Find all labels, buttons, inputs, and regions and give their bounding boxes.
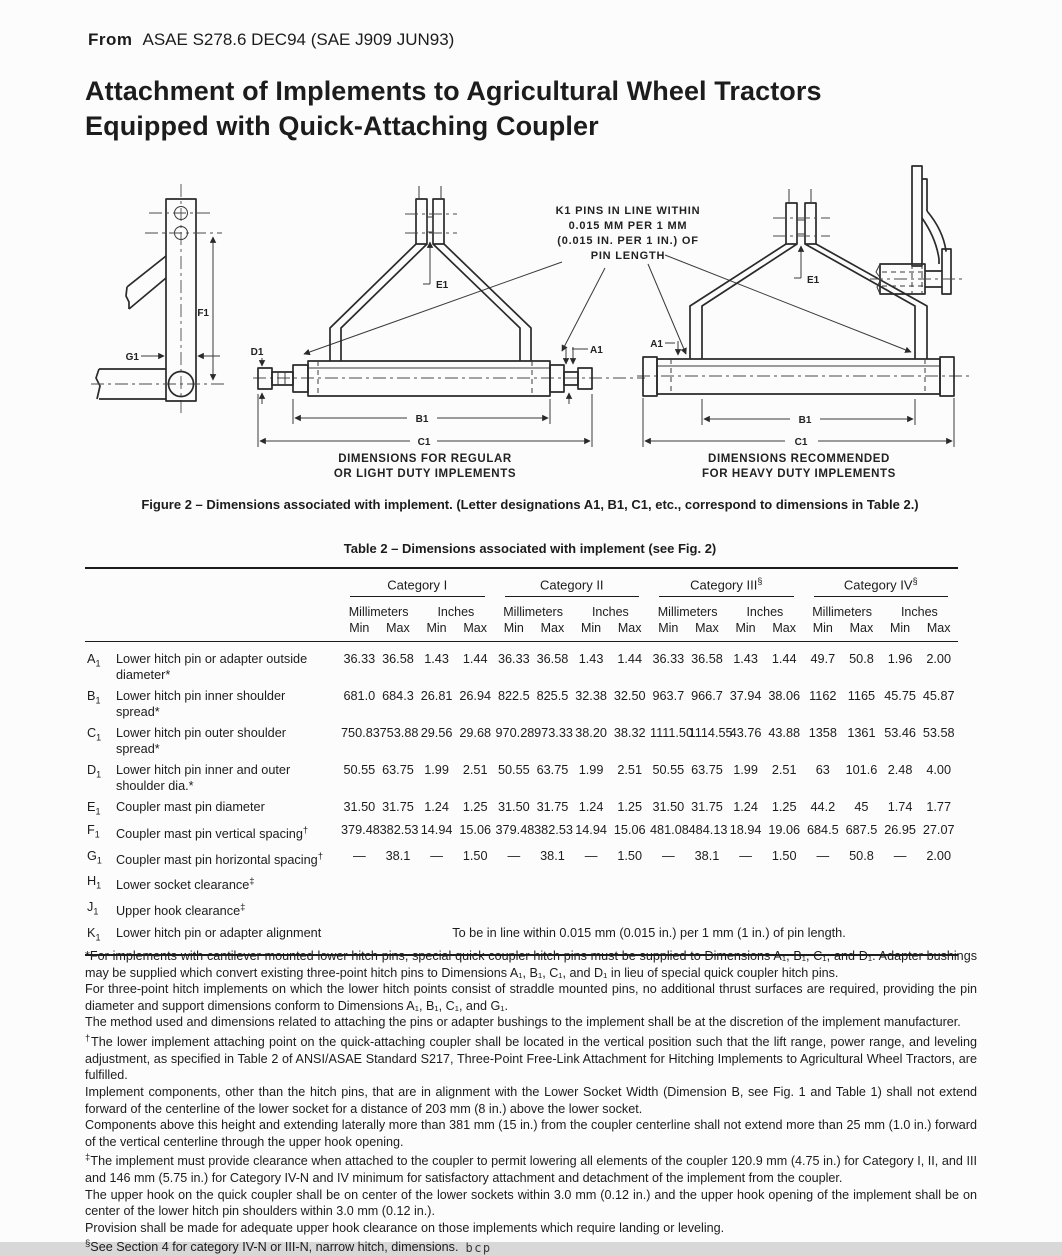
k1-note-line1: K1 PINS IN LINE WITHIN (555, 205, 701, 217)
cell-empty (340, 869, 958, 895)
cell: 53.58 (922, 726, 955, 741)
cell: 382.53 (379, 822, 419, 837)
source-standard: ASAE S278.6 DEC94 (SAE J909 JUN93) (142, 30, 455, 49)
table-row-c1 (85, 721, 958, 758)
cell: 49.7 (810, 652, 836, 667)
source-from: From (88, 30, 133, 49)
cell: 18.94 (729, 822, 762, 837)
units-header-row (85, 598, 958, 620)
k1-note-line3: (0.015 IN. PER 1 IN.) OF (557, 235, 699, 247)
cell: — (893, 848, 907, 863)
row-label: Coupler mast pin vertical spacing† (116, 824, 309, 842)
k1-note-line2: 0.015 MM PER 1 MM (568, 220, 688, 232)
footnote-double-dagger: ‡The implement must provide clearance when attached to the coupler to permit lowering all elements of the coupler 120.9 mm (4.75 in.) for Category I, II, and III and 146 mm (5.75 in.) for Category IV-N and IV minimum for satisfactory attachment and detachment of the implement from the coupler. (85, 1152, 978, 1186)
unit-mm: Millimeters (348, 605, 409, 620)
cell: 1.43 (733, 652, 758, 667)
cell: 38.1 (385, 848, 411, 863)
cell: 50.55 (652, 763, 685, 778)
cell: 45 (854, 800, 869, 815)
row-symbol: $H_1$ (87, 874, 102, 891)
label-c1-right: C1 (794, 437, 808, 448)
category-2-header: Category II (495, 568, 650, 598)
cell: 29.68 (459, 726, 492, 741)
cell: 36.58 (382, 652, 414, 667)
cell: 1.99 (733, 763, 758, 778)
min-header: Min (726, 620, 765, 642)
cell: 1.74 (887, 800, 913, 815)
cell: 36.33 (497, 652, 530, 667)
row-label: Upper hook clearance‡ (116, 902, 246, 919)
cell: 29.56 (420, 726, 453, 741)
cell: 50.8 (849, 652, 874, 667)
row-symbol: $B_1$ (87, 689, 101, 706)
cell: 1358 (808, 726, 837, 741)
table-row-a1 (85, 642, 958, 685)
cell: 1.99 (578, 763, 604, 778)
cell: 36.33 (343, 652, 376, 667)
cell-empty (340, 895, 958, 921)
cell: 484.13 (688, 822, 728, 837)
row-label: Coupler mast pin horizontal spacing† (116, 850, 323, 867)
cell: 1.44 (462, 652, 488, 667)
footnote: The upper hook on the quick coupler shall be on center of the lower sockets within 3.0 mm (0.12 in.) and the upper hook opening of the implement shall be on center of the lower hitch pin shoulders within 3.0 mm (0.12 in.). (85, 1187, 977, 1219)
cell: 4.00 (926, 763, 952, 778)
cell: 750.83 (341, 726, 380, 741)
cell: 684.3 (382, 689, 414, 704)
row-label: Lower socket clearance‡ (116, 876, 255, 893)
unit-in: Inches (900, 605, 938, 620)
unit-in: Inches (746, 605, 784, 620)
title-line-2: Equipped with Quick-Attaching Coupler (85, 111, 599, 141)
cell: — (430, 848, 443, 863)
cell: — (816, 848, 830, 863)
cell: 753.88 (379, 726, 419, 741)
label-b1-mid: B1 (415, 414, 429, 425)
max-header: Max (765, 620, 804, 642)
cell: 379.48 (341, 822, 380, 837)
cell: 1.43 (424, 652, 449, 667)
cell: 973.33 (534, 726, 573, 741)
minmax-header-row (85, 620, 958, 642)
cell: 43.76 (729, 726, 762, 741)
cell: 684.5 (806, 822, 839, 837)
cell: 36.58 (536, 652, 569, 667)
cell: 1.25 (617, 800, 643, 815)
cell: — (584, 848, 598, 863)
table-row-f1 (85, 818, 958, 844)
figure-2-svg (85, 156, 975, 488)
cell: 50.8 (849, 848, 874, 863)
figure-caption: Figure 2 – Dimensions associated with implement. (Letter designations A1, B1, C1, etc., correspond to dimensions in Table 2.) (141, 497, 919, 512)
table-row-j1 (85, 895, 958, 921)
cell: 825.5 (536, 689, 569, 704)
cell: 1.24 (733, 800, 758, 815)
cell: 1.24 (578, 800, 604, 815)
cell: 1114.55 (688, 726, 733, 741)
max-header: Max (379, 620, 418, 642)
header-stub (85, 598, 340, 620)
cell: 963.7 (652, 689, 685, 704)
unit-mm: Millimeters (812, 605, 872, 620)
cell: — (352, 848, 366, 863)
mast-side-detail (870, 166, 965, 294)
max-header: Max (610, 620, 649, 642)
cell: 45.75 (884, 689, 916, 704)
k1-note-line4: PIN LENGTH (590, 250, 666, 262)
light-duty-caption-line1: DIMENSIONS FOR REGULAR (338, 453, 512, 465)
row-label: Lower hitch pin or adapter alignment (116, 925, 322, 940)
table-row-b1 (85, 684, 958, 721)
table-row-h1 (85, 869, 958, 895)
cell: 26.94 (459, 689, 492, 704)
min-header: Min (572, 620, 611, 642)
k1-annotation (304, 205, 911, 354)
cell: 31.50 (652, 800, 685, 815)
cell: — (739, 848, 752, 863)
row-symbol: $C_1$ (87, 726, 102, 743)
min-header: Min (495, 620, 534, 642)
cell: 101.6 (845, 763, 878, 778)
label-g1: G1 (125, 352, 139, 363)
cell: 1.50 (617, 848, 643, 863)
cell: 1.25 (771, 800, 797, 815)
category-header-row (85, 568, 958, 598)
cell: 970.28 (495, 726, 535, 741)
label-c1-mid: C1 (417, 437, 431, 448)
cell: 31.75 (536, 800, 569, 815)
row-symbol: $D_1$ (87, 763, 102, 780)
label-b1-right: B1 (798, 415, 812, 426)
cell: 44.2 (810, 800, 836, 815)
cell: 2.00 (926, 652, 952, 667)
cell: 19.06 (768, 822, 801, 837)
min-header: Min (804, 620, 843, 642)
footnotes-section (85, 948, 977, 1256)
cell: 38.32 (613, 726, 646, 741)
row-label: Lower hitch pin inner shoulder spread* (116, 689, 286, 719)
cell: 14.94 (420, 822, 453, 837)
cell: 1.44 (771, 652, 797, 667)
cell: 38.1 (694, 848, 720, 863)
cell: 63.75 (382, 763, 414, 778)
cell: 63.75 (691, 763, 723, 778)
cell: 45.87 (922, 689, 955, 704)
cell: 1.24 (424, 800, 449, 815)
cell: — (507, 848, 521, 863)
figure-2-drawings (85, 156, 975, 488)
cell: 2.51 (771, 763, 797, 778)
max-header: Max (842, 620, 881, 642)
table-title: Table 2 – Dimensions associated with implement (see Fig. 2) (343, 541, 717, 556)
cell: 1.25 (462, 800, 488, 815)
row-symbol: $E_1$ (87, 800, 101, 817)
cell: 1165 (847, 689, 876, 704)
footnote: Components above this height and extending laterally more than 381 mm (15 in.) from the coupler centerline shall not extend more than 25 mm (1.0 in.) forward of the vertical centerline through the upper hook opening. (85, 1118, 977, 1149)
table-row-d1 (85, 758, 958, 795)
title-line-1: Attachment of Implements to Agricultural Wheel Tractors (85, 76, 822, 106)
cell: 27.07 (922, 822, 955, 837)
cell: 1.50 (771, 848, 797, 863)
row-label: Lower hitch pin or adapter outside diameter* (116, 652, 308, 682)
cell: 1162 (809, 689, 837, 704)
cell: 32.50 (613, 689, 646, 704)
cell: 481.08 (650, 822, 689, 837)
max-header: Max (688, 620, 727, 642)
category-1-header: Category I (340, 568, 495, 598)
light-duty-caption-line2: OR LIGHT DUTY IMPLEMENTS (333, 468, 517, 480)
cell: 1.50 (462, 848, 488, 863)
min-header: Min (417, 620, 456, 642)
cell: 1.77 (926, 800, 952, 815)
header-stub (85, 620, 340, 642)
cell: 26.81 (420, 689, 453, 704)
cell: 63 (815, 763, 830, 778)
max-header: Max (456, 620, 495, 642)
cell: 1.44 (617, 652, 643, 667)
cell: 38.20 (575, 726, 607, 741)
cell: 38.1 (540, 848, 565, 863)
cell: 36.33 (652, 652, 685, 667)
category-4-header: Category IV§ (804, 568, 959, 598)
footnote: Implement components, other than the hitch pins, that are in alignment with the Lower Socket Width (Dimension B, see Fig. 1 and Table 1) shall not extend forward of the centerline of the lower socket for a distance of 203 mm (8 in.) above the lower socket. (85, 1084, 977, 1116)
footnote: For three-point hitch implements on which the lower hitch points consist of straddle mounted pins, no additional thrust surfaces are required, providing the pin diameter and support dimensions conform to Dimensions A₁, B₁, C₁, and G₁. (85, 982, 977, 1013)
cell: 36.58 (691, 652, 723, 667)
cell: — (661, 848, 675, 863)
cell: 822.5 (497, 689, 530, 704)
label-f1: F1 (197, 308, 209, 319)
k1-alignment-note: To be in line within 0.015 mm (0.015 in.) per 1 mm (1 in.) of pin length. (452, 925, 846, 940)
table-row-e1 (85, 795, 958, 818)
cell: 26.95 (884, 822, 916, 837)
side-view-drawing (91, 184, 227, 414)
category-3-header: Category III§ (649, 568, 804, 598)
cell: 31.50 (343, 800, 376, 815)
cell: 2.00 (926, 848, 952, 863)
label-a1-right: A1 (650, 339, 663, 350)
cell: 15.06 (613, 822, 646, 837)
row-label: Coupler mast pin diameter (116, 800, 265, 815)
footnote-asterisk: *For implements with cantilever mounted lower hitch pins, special quick coupler hitch pins must be supplied to Dimensions A₁, B₁, C₁, and D₁. Adapter bushings may be supplied which convert existing three-point hitch pins to Dimensions A₁, B₁, C₁, and D₁ in lieu of special quick coupler hitch pins. (85, 949, 977, 980)
label-d1: D1 (250, 347, 264, 358)
unit-mm: Millimeters (657, 605, 718, 620)
cell: 2.48 (887, 763, 913, 778)
document-title (85, 74, 822, 144)
cell: 687.5 (845, 822, 878, 837)
unit-in: Inches (437, 605, 475, 620)
cell: 379.48 (495, 822, 535, 837)
cell: 1.43 (578, 652, 604, 667)
label-e1-right: E1 (807, 275, 820, 286)
table-row-g1 (85, 844, 958, 870)
min-header: Min (649, 620, 688, 642)
row-symbol: $J_1$ (87, 900, 99, 917)
min-header: Min (340, 620, 379, 642)
cell: 31.50 (497, 800, 530, 815)
cell: 38.06 (768, 689, 801, 704)
cell: 31.75 (382, 800, 414, 815)
heavy-duty-caption-line1: DIMENSIONS RECOMMENDED (708, 453, 890, 465)
cell: 15.06 (459, 822, 492, 837)
footnote: The method used and dimensions related to attaching the pins or adapter bushings to the implement shall be at the discretion of the implement manufacturer. (85, 1015, 961, 1030)
max-header: Max (533, 620, 572, 642)
cell: 50.55 (343, 763, 376, 778)
cell: 2.51 (617, 763, 643, 778)
cell: 2.51 (462, 763, 488, 778)
row-label: Lower hitch pin outer shoulder spread* (116, 726, 286, 756)
unit-mm: Millimeters (503, 605, 563, 620)
header-stub (85, 568, 340, 598)
cell: 1111.50 (650, 726, 694, 741)
footnote: Provision shall be made for adequate upper hook clearance on those implements which require landing or leveling. (85, 1220, 725, 1235)
cell: 63.75 (536, 763, 569, 778)
row-label: Lower hitch pin inner and outer shoulder dia.* (116, 763, 291, 793)
cell: 1.99 (424, 763, 449, 778)
cell: 32.38 (575, 689, 607, 704)
unit-in: Inches (591, 605, 629, 620)
footnote-section-mark: §See Section 4 for category IV-N or III-N, narrow hitch, dimensions. bcp (85, 1238, 492, 1255)
label-e1-mid: E1 (436, 280, 449, 291)
cell: 382.53 (534, 822, 573, 837)
label-a1-mid: A1 (590, 345, 603, 356)
cell: 31.75 (691, 800, 723, 815)
footnote-dagger: †The lower implement attaching point on the quick-attaching coupler shall be located in the vertical position such that the lift range, power range, and leveling adjustment, as specified in Table 2 of ANSI/ASAE Standard S217, Three-Point Free-Link Attachment for Hitching Implements to Agricultural Wheel Tractors, are fulfilled. (85, 1032, 977, 1083)
row-symbol: $F_1$ (87, 822, 100, 840)
cell: 53.46 (884, 726, 916, 741)
cell: 1.96 (887, 652, 913, 667)
heavy-duty-caption-line2: FOR HEAVY DUTY IMPLEMENTS (702, 468, 896, 480)
cell: 37.94 (729, 689, 762, 704)
cell: 14.94 (575, 822, 607, 837)
print-code: bcp (465, 1240, 492, 1255)
cell: 1361 (847, 726, 876, 741)
cell: 681.0 (343, 689, 376, 704)
cell: 50.55 (497, 763, 530, 778)
source-reference (88, 30, 454, 50)
row-symbol: $K_1$ (87, 925, 101, 943)
dimensions-table (85, 567, 958, 956)
min-header: Min (881, 620, 920, 642)
row-symbol: $A_1$ (87, 652, 101, 669)
row-symbol: $G_1$ (87, 848, 102, 866)
cell: 966.7 (691, 689, 723, 704)
cell: 43.88 (768, 726, 801, 741)
max-header: Max (919, 620, 958, 642)
